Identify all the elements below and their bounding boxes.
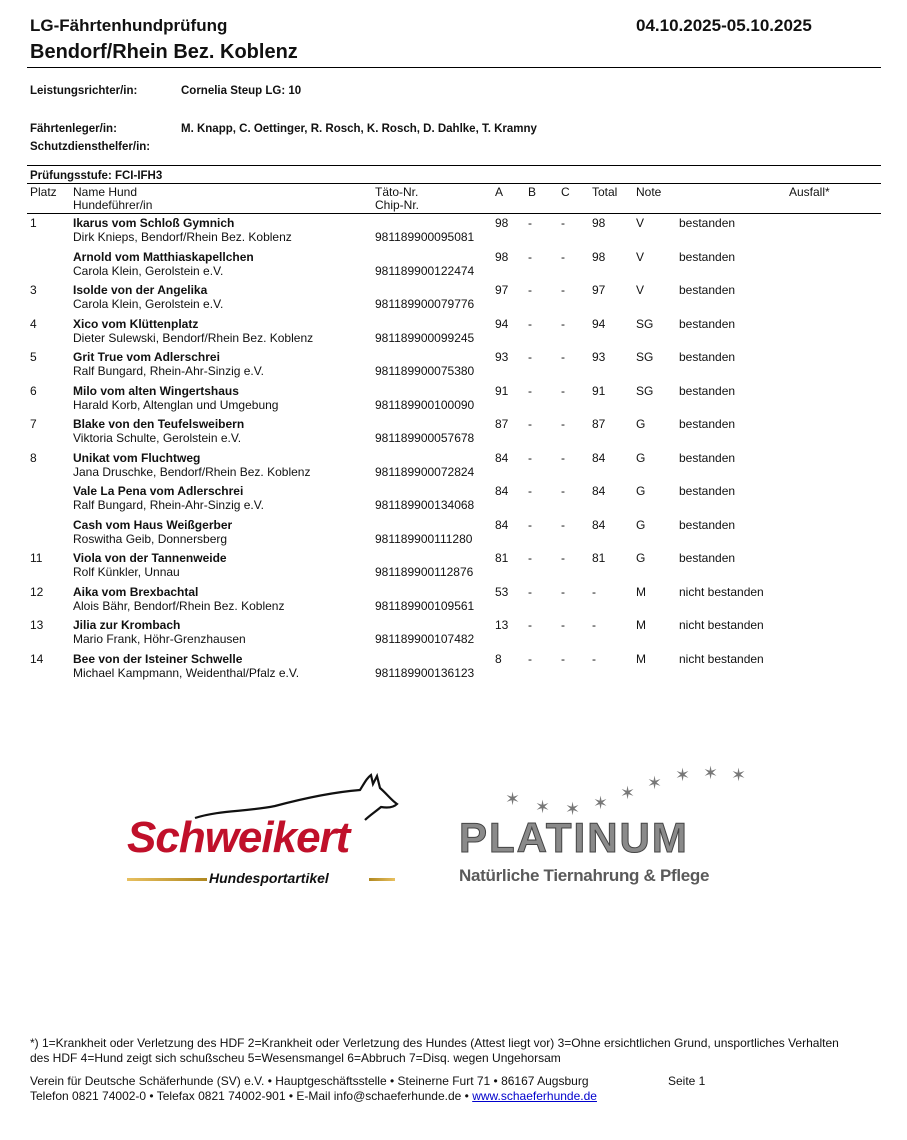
star-icon: ✶ xyxy=(675,765,691,785)
score-a: 91 xyxy=(495,383,509,398)
score-total: 87 xyxy=(592,417,606,431)
score-c: - xyxy=(561,484,565,498)
score-a: 87 xyxy=(495,417,509,431)
score-a: 84 xyxy=(495,517,509,532)
score-b: - xyxy=(528,216,532,230)
row-platz: 5 xyxy=(30,350,37,364)
table-row xyxy=(0,384,907,418)
grade-note: G xyxy=(636,517,646,532)
schweikert-gold-line-right xyxy=(369,878,395,881)
score-b: - xyxy=(528,316,532,331)
star-icon: ✶ xyxy=(620,783,636,803)
result-status: bestanden xyxy=(679,249,736,264)
score-b: - xyxy=(528,618,532,632)
handler-name: Harald Korb, Altenglan und Umgebung xyxy=(73,397,279,412)
header-name: Name Hund xyxy=(73,185,138,199)
chip-number: 981189900122474 xyxy=(375,263,475,278)
grade-note: V xyxy=(636,216,645,230)
result-status: bestanden xyxy=(679,350,736,364)
score-b: - xyxy=(528,551,532,565)
header-tattoo: Täto-Nr. xyxy=(375,185,419,199)
table-row xyxy=(0,317,907,351)
score-b: - xyxy=(528,417,532,431)
grade-note: M xyxy=(636,584,646,599)
table-row xyxy=(0,250,907,284)
grade-note: M xyxy=(636,618,646,632)
score-a: 53 xyxy=(495,584,509,599)
table-row xyxy=(0,451,907,485)
star-icon: ✶ xyxy=(703,763,719,783)
handler-name: Dirk Knieps, Bendorf/Rhein Bez. Koblenz xyxy=(73,230,292,244)
table-row xyxy=(0,484,907,518)
grade-note: SG xyxy=(636,316,654,331)
chip-number: 981189900100090 xyxy=(375,397,475,412)
chip-number: 981189900112876 xyxy=(375,565,474,579)
org-contact-text: Telefon 0821 74002-0 • Telefax 0821 74002-901 • E-Mail info@schaeferhunde.de • xyxy=(30,1089,473,1103)
score-c: - xyxy=(561,283,565,297)
ausfall-legend-line-1: *) 1=Krankheit oder Verletzung des HDF 2=Krankheit oder Verletzung des Hundes (Attest liegt vor) 3=Ohne ersichtlichen Grund, unsportliches Verhalten xyxy=(30,1036,839,1050)
star-icon: ✶ xyxy=(731,765,747,785)
row-platz: 1 xyxy=(30,216,37,230)
score-b: - xyxy=(528,651,532,666)
org-contact xyxy=(30,1089,597,1103)
dog-name: Vale La Pena vom Adlerschrei xyxy=(73,484,244,498)
header-chip: Chip-Nr. xyxy=(375,198,420,212)
result-status: bestanden xyxy=(679,551,736,565)
score-total: 84 xyxy=(592,484,606,498)
dog-name: Arnold vom Matthiaskapellchen xyxy=(73,249,254,264)
handler-name: Ralf Bungard, Rhein-Ahr-Sinzig e.V. xyxy=(73,498,264,512)
dog-name: Aika vom Brexbachtal xyxy=(73,584,199,599)
header-ausfall: Ausfall* xyxy=(789,185,830,199)
handler-name: Michael Kampmann, Weidenthal/Pfalz e.V. xyxy=(73,665,300,680)
score-a: 94 xyxy=(495,316,509,331)
result-status: bestanden xyxy=(679,517,736,532)
dog-name: Ikarus vom Schloß Gymnich xyxy=(73,216,235,230)
row-platz: 3 xyxy=(30,283,37,297)
score-a: 93 xyxy=(495,350,509,364)
row-platz: 6 xyxy=(30,383,37,398)
grade-note: M xyxy=(636,651,646,666)
grade-note: SG xyxy=(636,383,654,398)
result-status: nicht bestanden xyxy=(679,651,764,666)
score-c: - xyxy=(561,584,565,599)
grade-note: SG xyxy=(636,350,654,364)
dog-name: Bee von der Isteiner Schwelle xyxy=(73,651,243,666)
row-platz: 12 xyxy=(30,584,44,599)
score-c: - xyxy=(561,383,565,398)
score-total: 84 xyxy=(592,450,606,465)
dog-name: Jilia zur Krombach xyxy=(73,618,181,632)
chip-number: 981189900134068 xyxy=(375,498,475,512)
dog-name: Blake von den Teufelsweibern xyxy=(73,417,245,431)
dog-name: Milo vom alten Wingertshaus xyxy=(73,383,239,398)
star-icon: ✶ xyxy=(593,793,609,813)
score-a: 84 xyxy=(495,484,509,498)
score-a: 98 xyxy=(495,216,509,230)
star-icon: ✶ xyxy=(505,789,521,809)
table-header-divider xyxy=(27,213,881,214)
score-c: - xyxy=(561,618,565,632)
table-row xyxy=(0,551,907,585)
result-status: bestanden xyxy=(679,316,736,331)
tracklayer-value: M. Knapp, C. Oettinger, R. Rosch, K. Rosch, D. Dahlke, T. Kramny xyxy=(181,123,537,135)
platinum-wordmark: PLATINUM xyxy=(459,814,689,861)
star-icon: ✶ xyxy=(565,799,581,819)
chip-number: 981189900107482 xyxy=(375,632,475,646)
result-status: bestanden xyxy=(679,383,736,398)
score-c: - xyxy=(561,551,565,565)
header-b: B xyxy=(528,185,537,199)
judge-value: Cornelia Steup LG: 10 xyxy=(181,85,302,97)
result-status: bestanden xyxy=(679,450,736,465)
event-location: Bendorf/Rhein Bez. Koblenz xyxy=(30,41,298,63)
handler-name: Dieter Sulewski, Bendorf/Rhein Bez. Koblenz xyxy=(73,330,314,345)
level-bottom-divider xyxy=(27,183,881,184)
chip-number: 981189900099245 xyxy=(375,330,475,345)
header-total: Total xyxy=(592,185,618,199)
chip-number: 981189900072824 xyxy=(375,464,475,479)
star-icon: ✶ xyxy=(535,797,551,817)
row-platz: 14 xyxy=(30,651,44,666)
schweikert-tagline: Hundesportartikel xyxy=(209,870,329,886)
handler-name: Ralf Bungard, Rhein-Ahr-Sinzig e.V. xyxy=(73,364,264,378)
dog-name: Unikat vom Fluchtweg xyxy=(73,450,201,465)
chip-number: 981189900079776 xyxy=(375,297,475,311)
score-b: - xyxy=(528,450,532,465)
score-c: - xyxy=(561,417,565,431)
dog-name: Grit True vom Adlerschrei xyxy=(73,350,220,364)
table-row xyxy=(0,283,907,317)
score-b: - xyxy=(528,584,532,599)
schweikert-logo xyxy=(125,770,405,890)
chip-number: 981189900075380 xyxy=(375,364,475,378)
score-c: - xyxy=(561,249,565,264)
score-total: 84 xyxy=(592,517,606,532)
score-total: 98 xyxy=(592,216,606,230)
event-title: LG-Fährtenhundprüfung xyxy=(30,16,228,35)
website-link[interactable]: www.schaeferhunde.de xyxy=(472,1089,597,1103)
score-b: - xyxy=(528,283,532,297)
judge-label: Leistungsrichter/in: xyxy=(30,85,138,97)
star-icon: ✶ xyxy=(647,773,663,793)
score-a: 13 xyxy=(495,618,509,632)
score-c: - xyxy=(561,316,565,331)
score-c: - xyxy=(561,651,565,666)
chip-number: 981189900111280 xyxy=(375,531,473,546)
score-total: 97 xyxy=(592,283,606,297)
tracklayer-label: Fährtenleger/in: xyxy=(30,123,117,135)
grade-note: G xyxy=(636,484,646,498)
table-row xyxy=(0,585,907,619)
score-c: - xyxy=(561,216,565,230)
result-status: bestanden xyxy=(679,283,736,297)
score-total: 94 xyxy=(592,316,606,331)
result-status: nicht bestanden xyxy=(679,584,764,599)
chip-number: 981189900095081 xyxy=(375,230,475,244)
chip-number: 981189900136123 xyxy=(375,665,475,680)
table-row xyxy=(0,518,907,552)
score-b: - xyxy=(528,484,532,498)
result-status: bestanden xyxy=(679,484,736,498)
table-row xyxy=(0,618,907,652)
table-row xyxy=(0,350,907,384)
score-total: - xyxy=(592,584,596,599)
score-total: - xyxy=(592,618,596,632)
chip-number: 981189900109561 xyxy=(375,598,475,613)
grade-note: G xyxy=(636,417,646,431)
grade-note: V xyxy=(636,283,645,297)
dog-name: Viola von der Tannenweide xyxy=(73,551,227,565)
row-platz: 8 xyxy=(30,450,37,465)
chip-number: 981189900057678 xyxy=(375,431,475,445)
handler-name: Carola Klein, Gerolstein e.V. xyxy=(73,263,224,278)
dog-name: Xico vom Klüttenplatz xyxy=(73,316,199,331)
header-divider xyxy=(27,67,881,68)
score-a: 98 xyxy=(495,249,509,264)
header-handler: Hundeführer/in xyxy=(73,198,153,212)
header-note: Note xyxy=(636,185,662,199)
table-header xyxy=(0,186,907,213)
grade-note: G xyxy=(636,551,646,565)
platinum-tagline: Natürliche Tiernahrung & Pflege xyxy=(459,866,710,885)
score-b: - xyxy=(528,249,532,264)
table-row xyxy=(0,417,907,451)
row-platz: 7 xyxy=(30,417,37,431)
score-c: - xyxy=(561,517,565,532)
handler-name: Roswitha Geib, Donnersberg xyxy=(73,531,228,546)
table-row xyxy=(0,652,907,686)
score-total: 93 xyxy=(592,350,606,364)
score-a: 8 xyxy=(495,651,502,666)
handler-name: Mario Frank, Höhr-Grenzhausen xyxy=(73,632,246,646)
result-status: bestanden xyxy=(679,417,736,431)
schweikert-wordmark: Schweikert xyxy=(127,813,350,862)
score-c: - xyxy=(561,350,565,364)
row-platz: 4 xyxy=(30,316,37,331)
grade-note: V xyxy=(636,249,645,264)
score-a: 84 xyxy=(495,450,509,465)
event-date-range: 04.10.2025-05.10.2025 xyxy=(636,16,812,35)
handler-name: Alois Bähr, Bendorf/Rhein Bez. Koblenz xyxy=(73,598,285,613)
exam-level: Prüfungsstufe: FCI-IFH3 xyxy=(30,170,163,182)
row-platz: 13 xyxy=(30,618,44,632)
score-a: 97 xyxy=(495,283,509,297)
grade-note: G xyxy=(636,450,646,465)
header-platz: Platz xyxy=(30,185,57,199)
helper-label: Schutzdiensthelfer/in: xyxy=(30,141,151,153)
platinum-logo xyxy=(455,760,755,890)
result-status: nicht bestanden xyxy=(679,618,764,632)
table-row xyxy=(0,216,907,250)
score-total: - xyxy=(592,651,596,666)
score-c: - xyxy=(561,450,565,465)
page-number: Seite 1 xyxy=(668,1074,706,1088)
ausfall-legend-line-2: des HDF 4=Hund zeigt sich schußscheu 5=Wesensmangel 6=Abbruch 7=Disq. wegen Ungehorsam xyxy=(30,1051,561,1065)
dog-name: Isolde von der Angelika xyxy=(73,283,208,297)
level-top-divider xyxy=(27,165,881,166)
org-address: Verein für Deutsche Schäferhunde (SV) e.V. • Hauptgeschäftsstelle • Steinerne Furt 71 • 86167 Augsburg xyxy=(30,1074,589,1088)
score-b: - xyxy=(528,350,532,364)
score-b: - xyxy=(528,383,532,398)
row-platz: 11 xyxy=(30,551,43,565)
score-total: 81 xyxy=(592,551,606,565)
handler-name: Rolf Künkler, Unnau xyxy=(73,565,180,579)
handler-name: Carola Klein, Gerolstein e.V. xyxy=(73,297,224,311)
score-b: - xyxy=(528,517,532,532)
score-total: 91 xyxy=(592,383,606,398)
score-total: 98 xyxy=(592,249,606,264)
result-status: bestanden xyxy=(679,216,736,230)
header-a: A xyxy=(495,185,504,199)
handler-name: Jana Druschke, Bendorf/Rhein Bez. Koblenz xyxy=(73,464,311,479)
handler-name: Viktoria Schulte, Gerolstein e.V. xyxy=(73,431,242,445)
score-a: 81 xyxy=(495,551,509,565)
header-c: C xyxy=(561,185,570,199)
schweikert-gold-line-left xyxy=(127,878,207,881)
dog-name: Cash vom Haus Weißgerber xyxy=(73,517,233,532)
